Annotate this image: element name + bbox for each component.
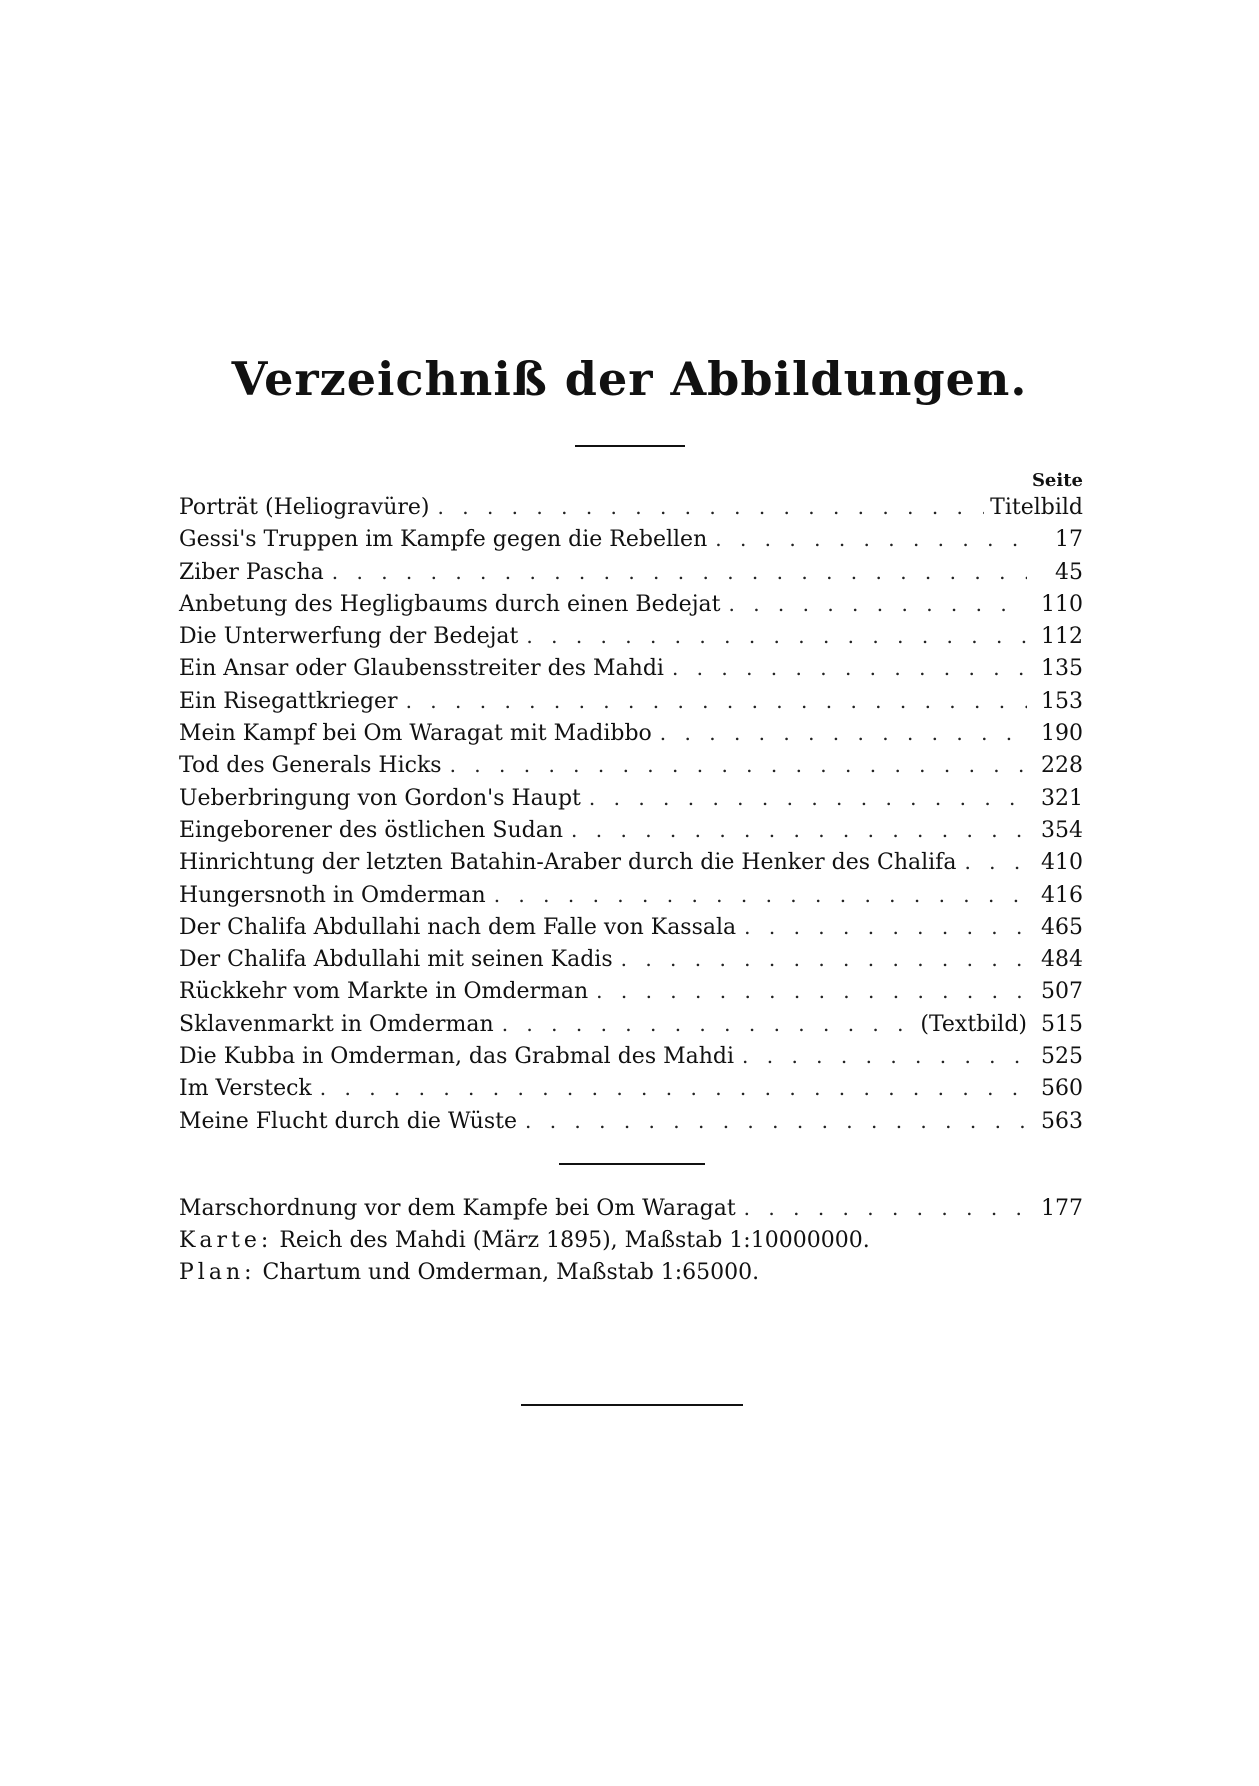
entry-page: Titelbild — [990, 495, 1083, 520]
entry-label: Die Kubba in Omderman, das Grabmal des Mahdi — [179, 1044, 735, 1070]
leader-dots — [494, 879, 1027, 911]
entry-label: Ein Ansar oder Glaubensstreiter des Mahdi — [179, 656, 664, 682]
map-text: Reich des Mahdi (März 1895), Maßstab 1:10000000. — [279, 1227, 870, 1253]
entry-label: Sklavenmarkt in Omderman — [179, 1011, 494, 1037]
supplement-list — [179, 1192, 1083, 1290]
leader-dots — [715, 523, 1027, 555]
list-item — [179, 975, 1083, 1007]
entry-page: 45 — [1055, 559, 1083, 585]
entry-page: 410 — [1041, 850, 1083, 876]
list-item — [179, 1008, 1083, 1040]
list-item — [179, 943, 1083, 975]
closing-divider — [521, 1404, 743, 1406]
entry-label: Hungersnoth in Omderman — [179, 882, 486, 908]
leader-dots — [744, 911, 1027, 943]
entry-page: 416 — [1041, 882, 1083, 908]
leader-dots — [964, 846, 1027, 878]
entry-page: 190 — [1041, 721, 1083, 747]
entry-page: 112 — [1041, 624, 1083, 650]
entry-page: 135 — [1041, 656, 1083, 682]
entry-page: 228 — [1041, 753, 1083, 779]
leader-dots — [526, 620, 1027, 652]
entry-label: Die Unterwerfung der Bedejat — [179, 624, 519, 650]
entry-label: Im Versteck — [179, 1076, 312, 1102]
entry-label: Ein Risegattkrieger — [179, 688, 398, 714]
illustrations-list — [179, 491, 1083, 1137]
entry-label: Tod des Generals Hicks — [179, 753, 442, 779]
leader-dots — [621, 943, 1027, 975]
entry-page: 484 — [1041, 947, 1083, 973]
map-prefix: Karte: — [179, 1227, 273, 1253]
title-divider — [575, 445, 685, 447]
entry-page: 563 — [1041, 1108, 1083, 1134]
entry-label: Der Chalifa Abdullahi mit seinen Kadis — [179, 947, 613, 973]
column-header-seite: Seite — [1031, 470, 1083, 491]
plan-text: Chartum und Omderman, Maßstab 1:65000. — [262, 1260, 760, 1285]
entry-page: 354 — [1041, 817, 1083, 843]
entry-page: 110 — [1041, 591, 1083, 617]
leader-dots — [589, 782, 1027, 814]
entry-label: Porträt (Heliogravüre) — [179, 495, 430, 520]
entry-label: Hinrichtung der letzten Batahin-Araber durch die Henker des Chalifa — [179, 850, 957, 876]
entry-page: 507 — [1041, 979, 1083, 1005]
entry-label: Der Chalifa Abdullahi nach dem Falle von Kassala — [179, 914, 737, 940]
leader-dots — [742, 1040, 1027, 1072]
page-title: Verzeichniß der Abbildungen. — [231, 352, 1028, 406]
entry-label: Ueberbringung von Gordon's Haupt — [179, 785, 581, 811]
entry-label: Anbetung des Hegligbaums durch einen Bedejat — [179, 591, 721, 617]
list-item — [179, 556, 1083, 588]
list-item — [179, 749, 1083, 781]
leader-dots — [438, 491, 985, 523]
entry-page: 515 — [1041, 1011, 1083, 1037]
leader-dots — [672, 652, 1027, 684]
list-item — [179, 879, 1083, 911]
list-item — [179, 846, 1083, 878]
entry-label: Eingeborener des östlichen Sudan — [179, 817, 564, 843]
list-item — [179, 685, 1083, 717]
entry-page: 153 — [1041, 688, 1083, 714]
entry-page: 177 — [1041, 1196, 1083, 1221]
leader-dots — [744, 1192, 1027, 1224]
leader-dots — [406, 685, 1027, 717]
map-entry — [179, 1225, 1083, 1258]
leader-dots — [450, 749, 1027, 781]
leader-dots — [571, 814, 1027, 846]
entry-label: Mein Kampf bei Om Waragat mit Madibbo — [179, 721, 652, 747]
entry-page: 321 — [1041, 785, 1083, 811]
list-item — [179, 911, 1083, 943]
leader-dots — [728, 588, 1027, 620]
plan-entry — [179, 1257, 1083, 1290]
list-item — [179, 1072, 1083, 1104]
list-item — [179, 814, 1083, 846]
entry-page: 465 — [1041, 914, 1083, 940]
list-item — [179, 717, 1083, 749]
march-order-entry — [179, 1192, 1083, 1225]
list-item — [179, 491, 1083, 523]
entry-label: Gessi's Truppen im Kampfe gegen die Rebellen — [179, 527, 708, 553]
entry-label: Meine Flucht durch die Wüste — [179, 1108, 517, 1134]
leader-dots — [660, 717, 1027, 749]
leader-dots — [502, 1008, 917, 1040]
entry-page: 17 — [1055, 527, 1083, 553]
entry-note: (Textbild) — [920, 1011, 1027, 1037]
plan-prefix: Plan: — [179, 1260, 256, 1285]
entry-page: 560 — [1041, 1076, 1083, 1102]
entry-label: Marschordnung vor dem Kampfe bei Om Waragat — [179, 1196, 736, 1221]
list-item — [179, 652, 1083, 684]
entry-page: 525 — [1041, 1044, 1083, 1070]
entry-label: Rückkehr vom Markte in Omderman — [179, 979, 589, 1005]
leader-dots — [320, 1072, 1027, 1104]
leader-dots — [525, 1105, 1027, 1137]
section-divider — [559, 1163, 705, 1165]
list-item — [179, 523, 1083, 555]
leader-dots — [596, 975, 1027, 1007]
list-item — [179, 1105, 1083, 1137]
list-item — [179, 588, 1083, 620]
entry-label: Ziber Pascha — [179, 559, 324, 585]
list-item — [179, 1040, 1083, 1072]
list-item — [179, 782, 1083, 814]
leader-dots — [332, 556, 1027, 588]
list-item — [179, 620, 1083, 652]
